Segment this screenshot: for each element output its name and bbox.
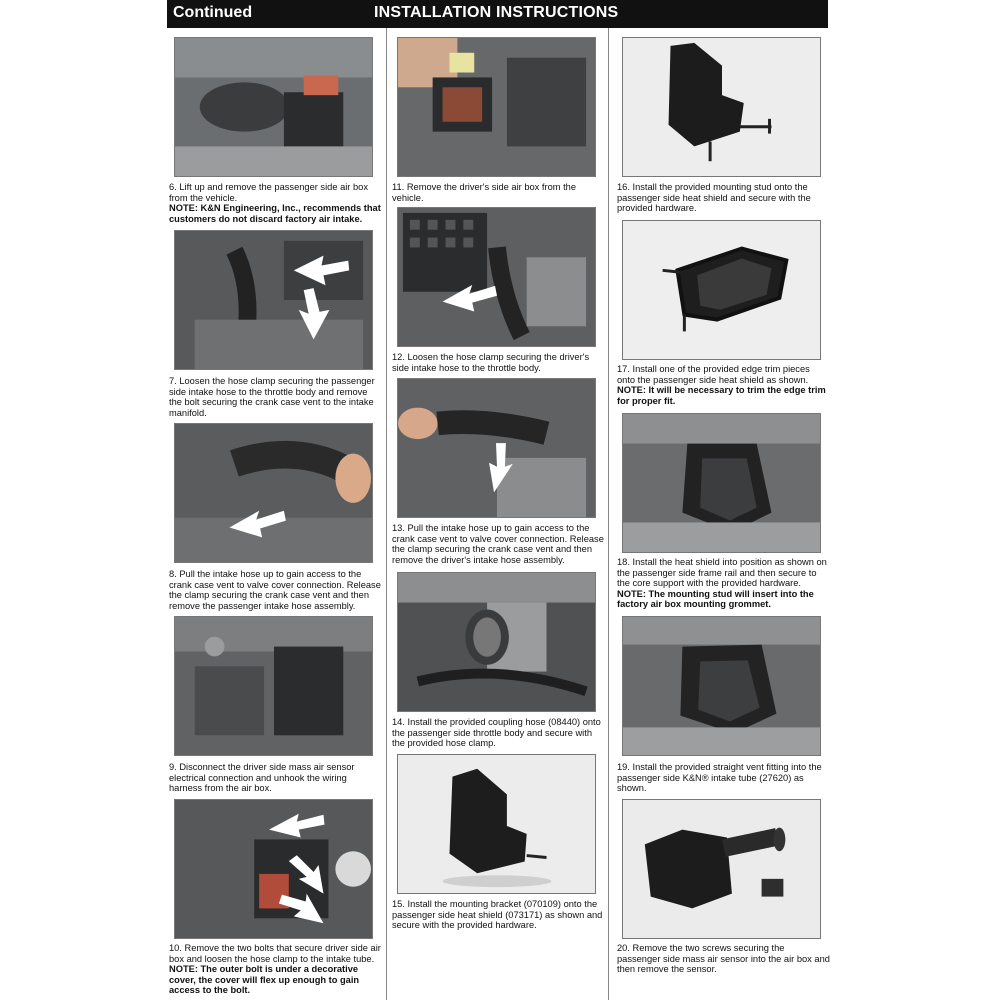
step-18-caption [617, 557, 830, 610]
header-bar [167, 0, 828, 28]
step-7-text: 7. Loosen the hose clamp securing the passenger side intake hose to the throttle body and remove the bolt securing the crank case vent to the intake manifold. [169, 376, 375, 418]
step-10-text: 10. Remove the two bolts that secure driver side air box and loosen the hose clamp to the intake tube. [169, 943, 381, 964]
step-7-photo [174, 230, 373, 370]
step-16-text: 16. Install the provided mounting stud onto the passenger side heat shield and secure with the provided hardware. [617, 182, 811, 214]
step-14-text: 14. Install the provided coupling hose (08440) onto the passenger side throttle body and secure with the provided hose clamp. [392, 717, 601, 749]
step-14-photo [397, 572, 596, 712]
column-divider [386, 28, 387, 1000]
step-12-text: 12. Loosen the hose clamp securing the driver's side intake hose to the throttle body. [392, 352, 590, 373]
step-16-caption [617, 182, 830, 214]
step-6-caption [169, 182, 382, 224]
step-13-text: 13. Pull the intake hose up to gain access to the crank case vent to valve cover connection. Release the clamp securing the crank case vent and then remove the driver's intake hose assembly. [392, 523, 604, 565]
continued-label: Continued [173, 4, 253, 21]
step-8-photo [174, 423, 373, 563]
step-13-photo [397, 378, 596, 518]
step-9-caption [169, 762, 382, 794]
step-19-photo [622, 616, 821, 756]
step-18-photo [622, 413, 821, 553]
step-10-caption [169, 943, 382, 996]
step-11-caption [392, 182, 605, 203]
page-title: INSTALLATION INSTRUCTIONS [374, 4, 619, 21]
step-12-caption [392, 352, 605, 373]
column-divider [608, 28, 609, 1000]
step-10-note: NOTE: The outer bolt is under a decorative cover, the cover will flex up enough to gain access to the bolt. [169, 964, 360, 996]
step-6-text: 6. Lift up and remove the passenger side air box from the vehicle. [169, 182, 368, 203]
step-13-caption [392, 523, 605, 565]
step-17-text: 17. Install one of the provided edge trim pieces onto the passenger side heat shield as shown. [617, 364, 810, 385]
step-20-text: 20. Remove the two screws securing the passenger side mass air sensor into the air box and then remove the sensor. [617, 943, 830, 975]
step-20-photo [622, 799, 821, 939]
step-20-caption [617, 943, 830, 975]
step-15-photo [397, 754, 596, 894]
step-11-photo [397, 37, 596, 177]
step-11-text: 11. Remove the driver's side air box from the vehicle. [392, 182, 577, 203]
step-15-caption [392, 899, 605, 931]
step-6-note: NOTE: K&N Engineering, Inc., recommends that customers do not discard factory air intake. [169, 203, 381, 224]
step-9-photo [174, 616, 373, 756]
step-17-caption [617, 364, 830, 406]
step-9-text: 9. Disconnect the driver side mass air sensor electrical connection and unhook the wiring harness from the air box. [169, 762, 355, 794]
step-18-text: 18. Install the heat shield into position as shown on the passenger side frame rail and then secure to the core support with the provided hardware. [617, 557, 827, 589]
step-12-photo [397, 207, 596, 347]
step-19-text: 19. Install the provided straight vent fitting into the passenger side K&N® intake tube (27620) as shown. [617, 762, 822, 794]
step-19-caption [617, 762, 830, 794]
step-14-caption [392, 717, 605, 749]
step-18-note: NOTE: The mounting stud will insert into the factory air box mounting grommet. [617, 588, 814, 610]
step-15-text: 15. Install the mounting bracket (070109) onto the passenger side heat shield (073171) as shown and secure with the provided hardware. [392, 899, 603, 931]
step-8-text: 8. Pull the intake hose up to gain access to the crank case vent to valve cover connection. Release the clamp securing the crank case vent and then remove the passenger intake hose assembly. [169, 569, 381, 611]
step-7-caption [169, 376, 382, 418]
step-8-caption [169, 569, 382, 611]
step-10-photo [174, 799, 373, 939]
step-17-note: NOTE: It will be necessary to trim the edge trim for proper fit. [617, 385, 826, 406]
step-17-photo [622, 220, 821, 360]
step-16-photo [622, 37, 821, 177]
step-6-photo [174, 37, 373, 177]
